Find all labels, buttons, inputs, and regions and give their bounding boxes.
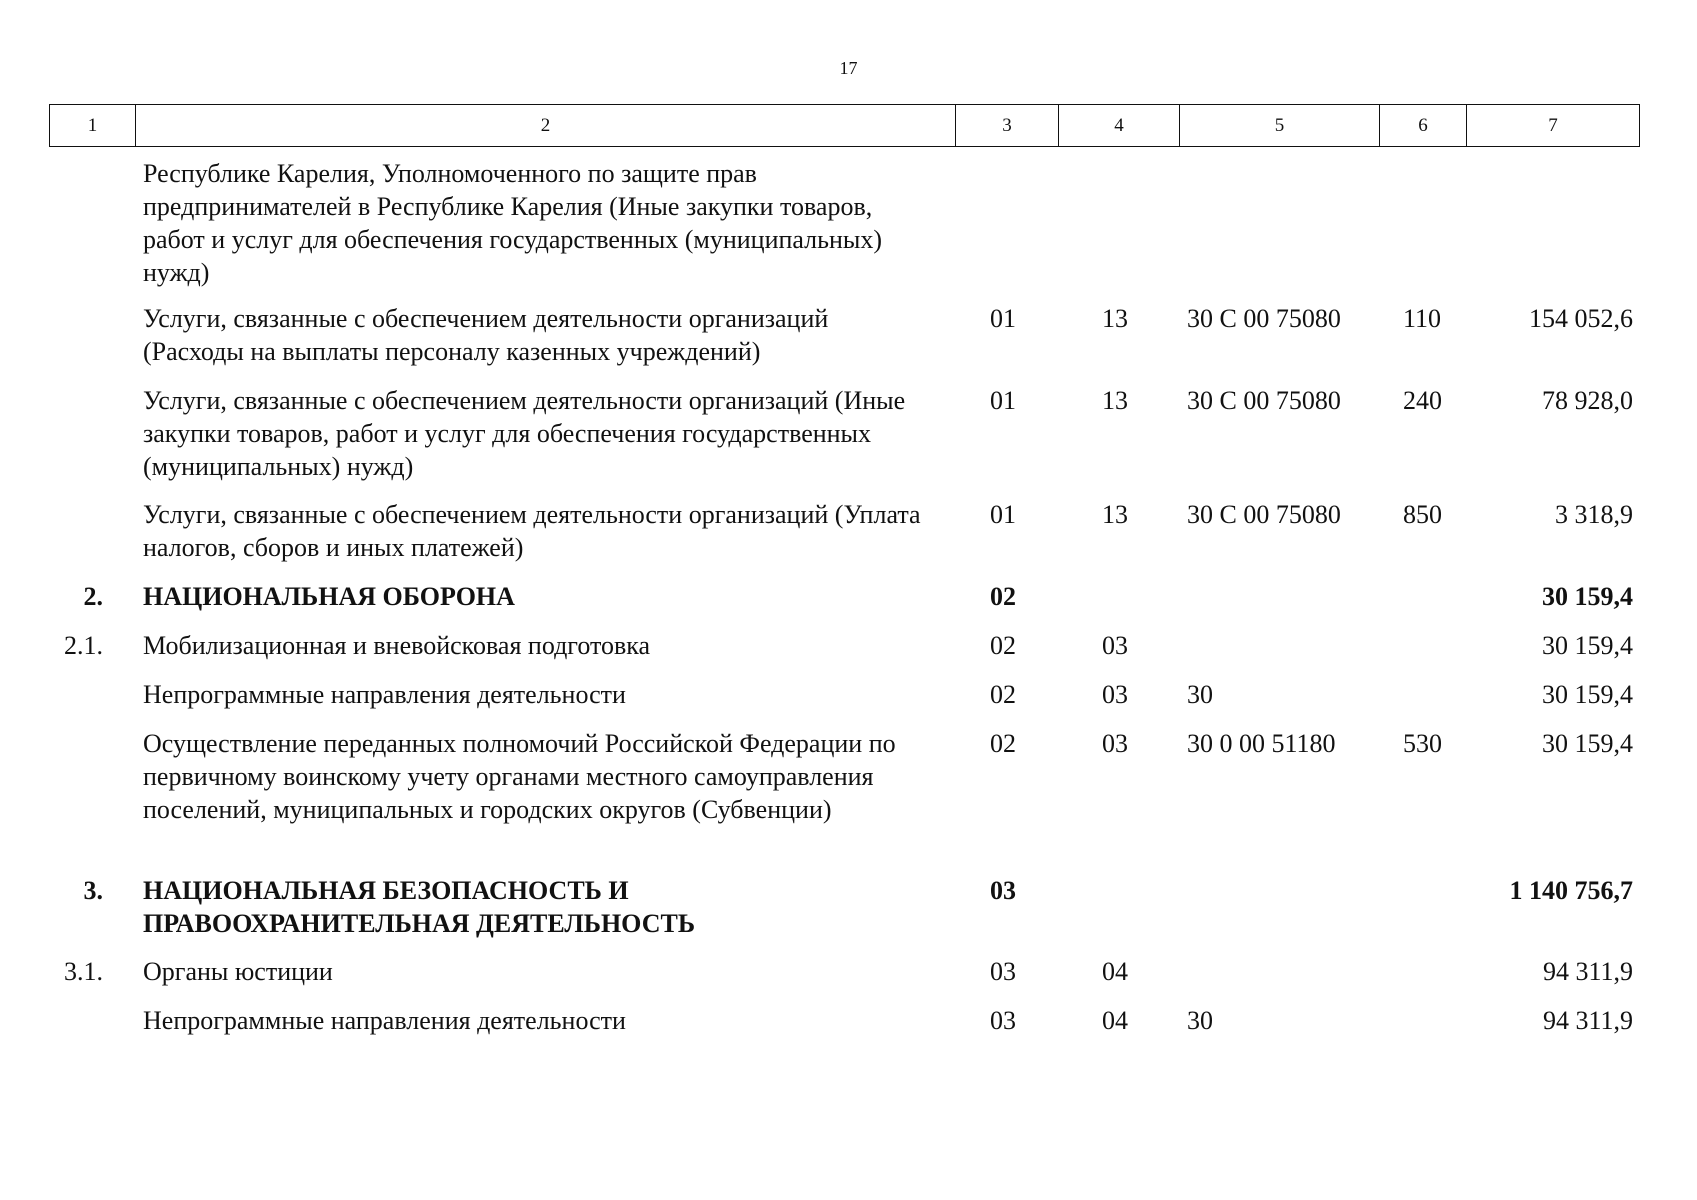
row-section: 02: [990, 631, 1016, 660]
row-target-code: 30 0 00 51180: [1187, 729, 1336, 758]
row-expense-type: 530: [1403, 729, 1442, 758]
row-section: 02: [990, 680, 1016, 709]
row-amount: 3 318,9: [1555, 500, 1633, 529]
row-amount: 30 159,4: [1542, 680, 1633, 709]
row-section: 03: [990, 876, 1016, 905]
row-name: Непрограммные направления деятельности: [143, 1006, 626, 1035]
row-target-code: 30: [1187, 680, 1213, 709]
row-section: 02: [990, 729, 1016, 758]
row-amount: 30 159,4: [1542, 631, 1633, 660]
row-subsection: 03: [1102, 631, 1128, 660]
row-name: Непрограммные направления деятельности: [143, 680, 626, 709]
row-name: НАЦИОНАЛЬНАЯ ОБОРОНА: [143, 582, 515, 611]
row-subsection: 03: [1102, 729, 1128, 758]
header-col-4: 4: [1059, 105, 1180, 146]
row-name: Органы юстиции: [143, 957, 333, 986]
row-subsection: 13: [1102, 500, 1128, 529]
row-name: Мобилизационная и вневойсковая подготовка: [143, 631, 651, 660]
header-col-6: 6: [1380, 105, 1467, 146]
page-number: 17: [839, 58, 858, 78]
row-target-code: 30 С 00 75080: [1187, 304, 1341, 333]
row-amount: 1 140 756,7: [1509, 876, 1633, 905]
row-subsection: 03: [1102, 680, 1128, 709]
table-header: [49, 104, 1640, 147]
row-name: Осуществление переданных полномочий Российской Федерации по первичному воинскому учету органами местного самоуправления поселений, муниципальных и городских округов (Субвенции): [143, 729, 896, 824]
row-amount: 94 311,9: [1542, 957, 1633, 986]
row-number: 3.1.: [64, 957, 103, 986]
header-col-1: 1: [50, 105, 136, 146]
row-amount: 30 159,4: [1542, 582, 1633, 611]
row-expense-type: 850: [1403, 500, 1442, 529]
row-name: Услуги, связанные с обеспечением деятельности организаций (Уплата налогов, сборов и иных платежей): [143, 500, 921, 562]
row-subsection: 04: [1102, 957, 1128, 986]
row-number: 2.: [83, 582, 103, 611]
row-expense-type: 110: [1403, 304, 1442, 333]
row-section: 01: [990, 386, 1016, 415]
row-amount: 30 159,4: [1542, 729, 1633, 758]
row-number: 3.: [83, 876, 103, 905]
row-name: НАЦИОНАЛЬНАЯ БЕЗОПАСНОСТЬ И ПРАВООХРАНИТЕЛЬНАЯ ДЕЯТЕЛЬНОСТЬ: [143, 876, 696, 938]
row-expense-type: 240: [1403, 386, 1442, 415]
row-subsection: 13: [1102, 304, 1128, 333]
header-col-2: 2: [136, 105, 956, 146]
header-col-7: 7: [1548, 114, 1558, 136]
row-name: Республике Карелия, Уполномоченного по защите прав предпринимателей в Республике Карелия (Иные закупки товаров, работ и услуг для обеспечения государственных (муниципальных) нужд): [143, 159, 883, 287]
header-col-5: 5: [1180, 105, 1380, 146]
row-subsection: 04: [1102, 1006, 1128, 1035]
row-amount: 154 052,6: [1529, 304, 1633, 333]
row-subsection: 13: [1102, 386, 1128, 415]
row-name: Услуги, связанные с обеспечением деятельности организаций (Иные закупки товаров, работ и услуг для обеспечения государственных (муниципальных) нужд): [143, 386, 906, 481]
row-target-code: 30 С 00 75080: [1187, 386, 1341, 415]
row-section: 01: [990, 500, 1016, 529]
row-name: Услуги, связанные с обеспечением деятельности организаций (Расходы на выплаты персоналу казенных учреждений): [143, 304, 829, 366]
row-target-code: 30: [1187, 1006, 1213, 1035]
row-section: 01: [990, 304, 1016, 333]
row-amount: 94 311,9: [1542, 1006, 1633, 1035]
row-target-code: 30 С 00 75080: [1187, 500, 1341, 529]
row-section: 02: [990, 582, 1016, 611]
row-amount: 78 928,0: [1542, 386, 1633, 415]
row-number: 2.1.: [64, 631, 103, 660]
header-col-3: 3: [956, 105, 1059, 146]
row-section: 03: [990, 957, 1016, 986]
row-section: 03: [990, 1006, 1016, 1035]
